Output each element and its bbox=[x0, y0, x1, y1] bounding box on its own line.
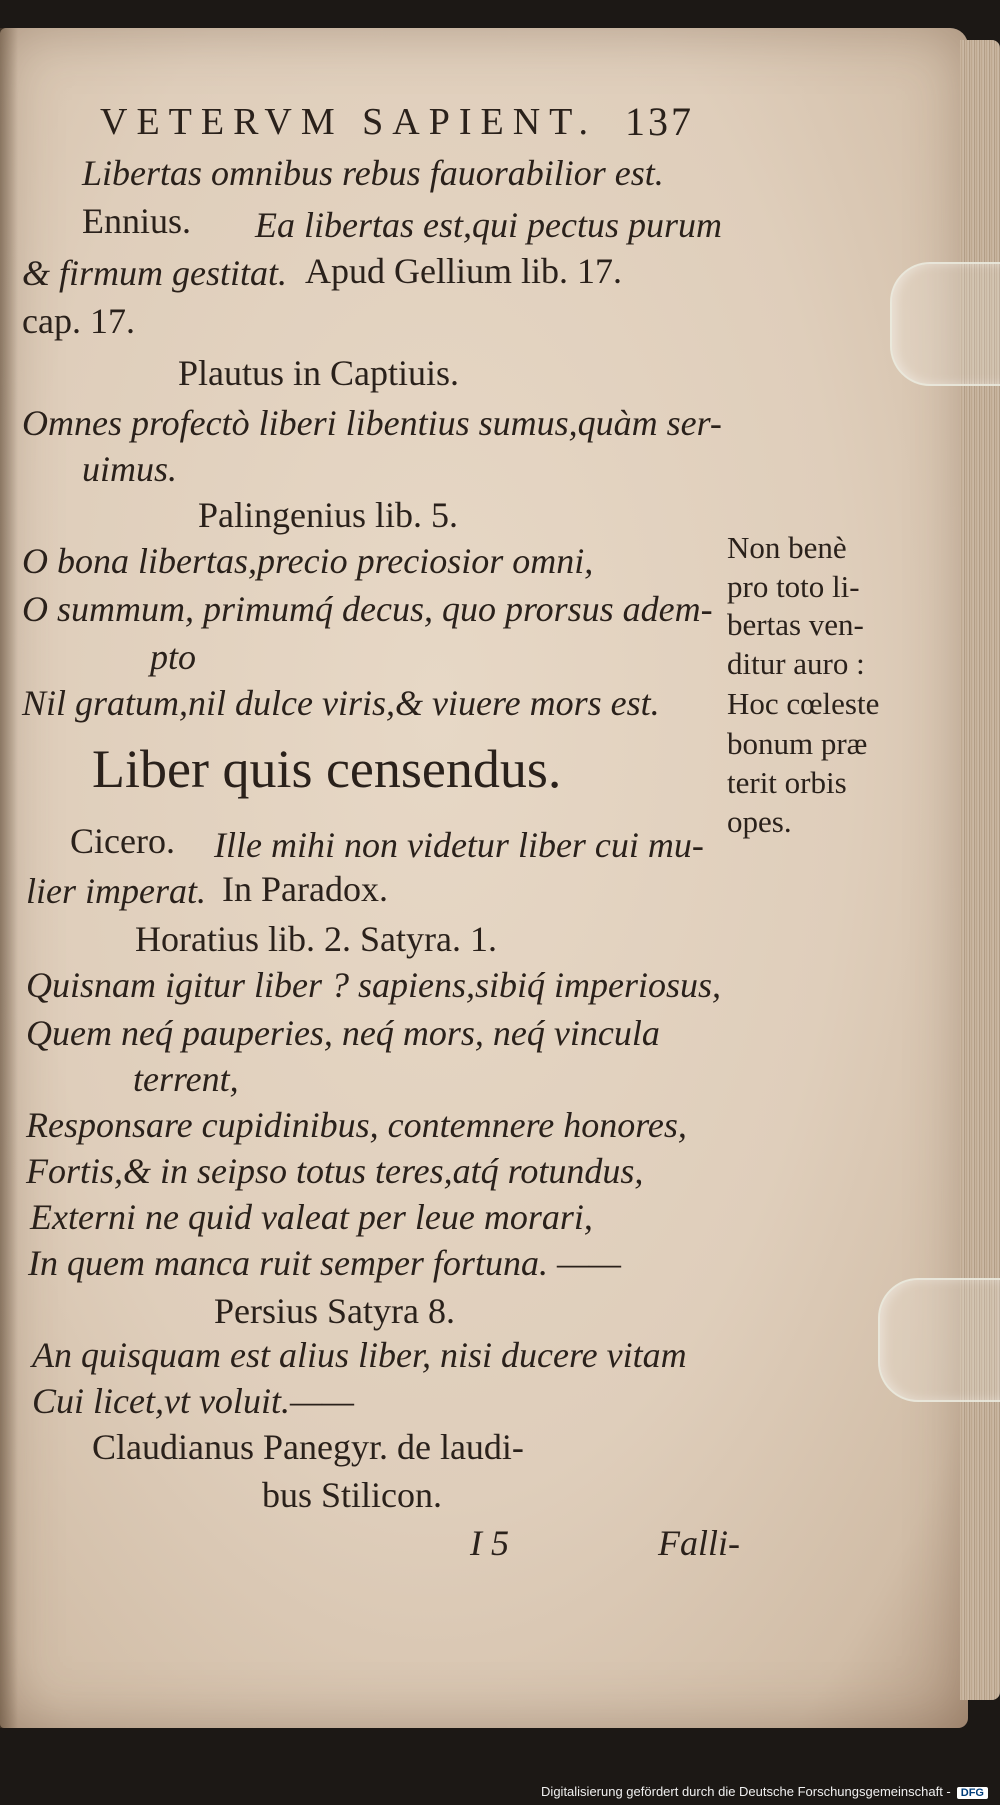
signature-mark: I 5 bbox=[470, 1523, 509, 1563]
text-line-nil-gratum: Nil gratum,nil dulce viris,& viuere mors est. bbox=[22, 683, 660, 723]
text-line-an-quisquam: An quisquam est alius liber, nisi ducere vitam bbox=[32, 1335, 687, 1375]
text-line-terrent: terrent, bbox=[133, 1059, 239, 1099]
text-line-ennius: Ennius. bbox=[82, 201, 192, 241]
text-line-lier: lier imperat. bbox=[26, 871, 206, 911]
page-clamp-bottom bbox=[878, 1278, 1000, 1402]
heading-horatius: Horatius lib. 2. Satyra. 1. bbox=[135, 919, 497, 959]
text-line-o-summum: O summum, primumq́ decus, quo prorsus adem- bbox=[22, 589, 713, 629]
heading-palingenius: Palingenius lib. 5. bbox=[198, 495, 458, 535]
marginal-note-line-1: Non benè bbox=[727, 530, 847, 565]
page-clamp-top bbox=[890, 262, 1000, 386]
text-line-ennius-cont: & firmum gestitat. bbox=[22, 253, 288, 293]
text-line-cicero-quote: Ille mihi non videtur liber cui mu- bbox=[214, 825, 704, 865]
text-line-gellium: Apud Gellium lib. 17. bbox=[305, 251, 622, 291]
footer-text: Digitalisierung gefördert durch die Deutsche Forschungsgemeinschaft - bbox=[541, 1784, 951, 1799]
footer-credit bbox=[541, 1784, 988, 1799]
text-line-omnes: Omnes profectò liberi libentius sumus,quàm ser- bbox=[22, 403, 722, 443]
marginal-note-line-2: pro toto li- bbox=[727, 569, 860, 604]
text-line-uimus: uimus. bbox=[82, 449, 178, 489]
text-line-quisnam: Quisnam igitur liber ? sapiens,sibiq́ imperiosus, bbox=[26, 965, 722, 1005]
running-title: VETERVM SAPIENT. bbox=[100, 101, 598, 143]
text-line-pto: pto bbox=[150, 637, 197, 677]
heading-claudianus: Claudianus Panegyr. de laudi- bbox=[92, 1427, 524, 1467]
catchword: Falli- bbox=[658, 1523, 740, 1563]
text-line-1: Libertas omnibus rebus fauorabilior est. bbox=[82, 153, 664, 193]
text-line-fortis: Fortis,& in seipso totus teres,atq́ rotundus, bbox=[26, 1151, 644, 1191]
marginal-note-line-3: bertas ven- bbox=[727, 607, 864, 642]
text-line-cui-licet: Cui licet,vt voluit.—— bbox=[32, 1381, 354, 1421]
heading-persius: Persius Satyra 8. bbox=[214, 1291, 455, 1331]
text-line-stilicon: bus Stilicon. bbox=[262, 1475, 443, 1515]
marginal-note-line-8: opes. bbox=[727, 804, 792, 839]
text-line-cap: cap. 17. bbox=[22, 301, 135, 341]
text-line-quem: Quem neq́ pauperies, neq́ mors, neq́ vincula bbox=[26, 1013, 660, 1053]
text-line-paradox: In Paradox. bbox=[222, 869, 388, 909]
text-line-in-quem: In quem manca ruit semper fortuna. —— bbox=[28, 1243, 621, 1283]
marginal-note-line-6: bonum præ bbox=[727, 726, 868, 761]
text-line-cicero: Cicero. bbox=[70, 821, 175, 861]
page-number: 137 bbox=[625, 99, 694, 144]
text-line-o-bona: O bona libertas,precio preciosior omni, bbox=[22, 541, 594, 581]
page-gutter-shadow bbox=[0, 28, 18, 1728]
marginal-note-line-7: terit orbis bbox=[727, 765, 847, 800]
text-line-responsare: Responsare cupidinibus, contemnere honores, bbox=[26, 1105, 687, 1145]
dfg-logo: DFG bbox=[957, 1787, 988, 1799]
marginal-note-line-5: Hoc cœleste bbox=[727, 686, 880, 721]
section-heading-liber: Liber quis censendus. bbox=[92, 739, 562, 799]
text-line-externi: Externi ne quid valeat per leue morari, bbox=[30, 1197, 593, 1237]
text-line-ennius-quote: Ea libertas est,qui pectus purum bbox=[255, 205, 722, 245]
heading-plautus: Plautus in Captiuis. bbox=[178, 353, 460, 393]
marginal-note-line-4: ditur auro : bbox=[727, 646, 865, 681]
